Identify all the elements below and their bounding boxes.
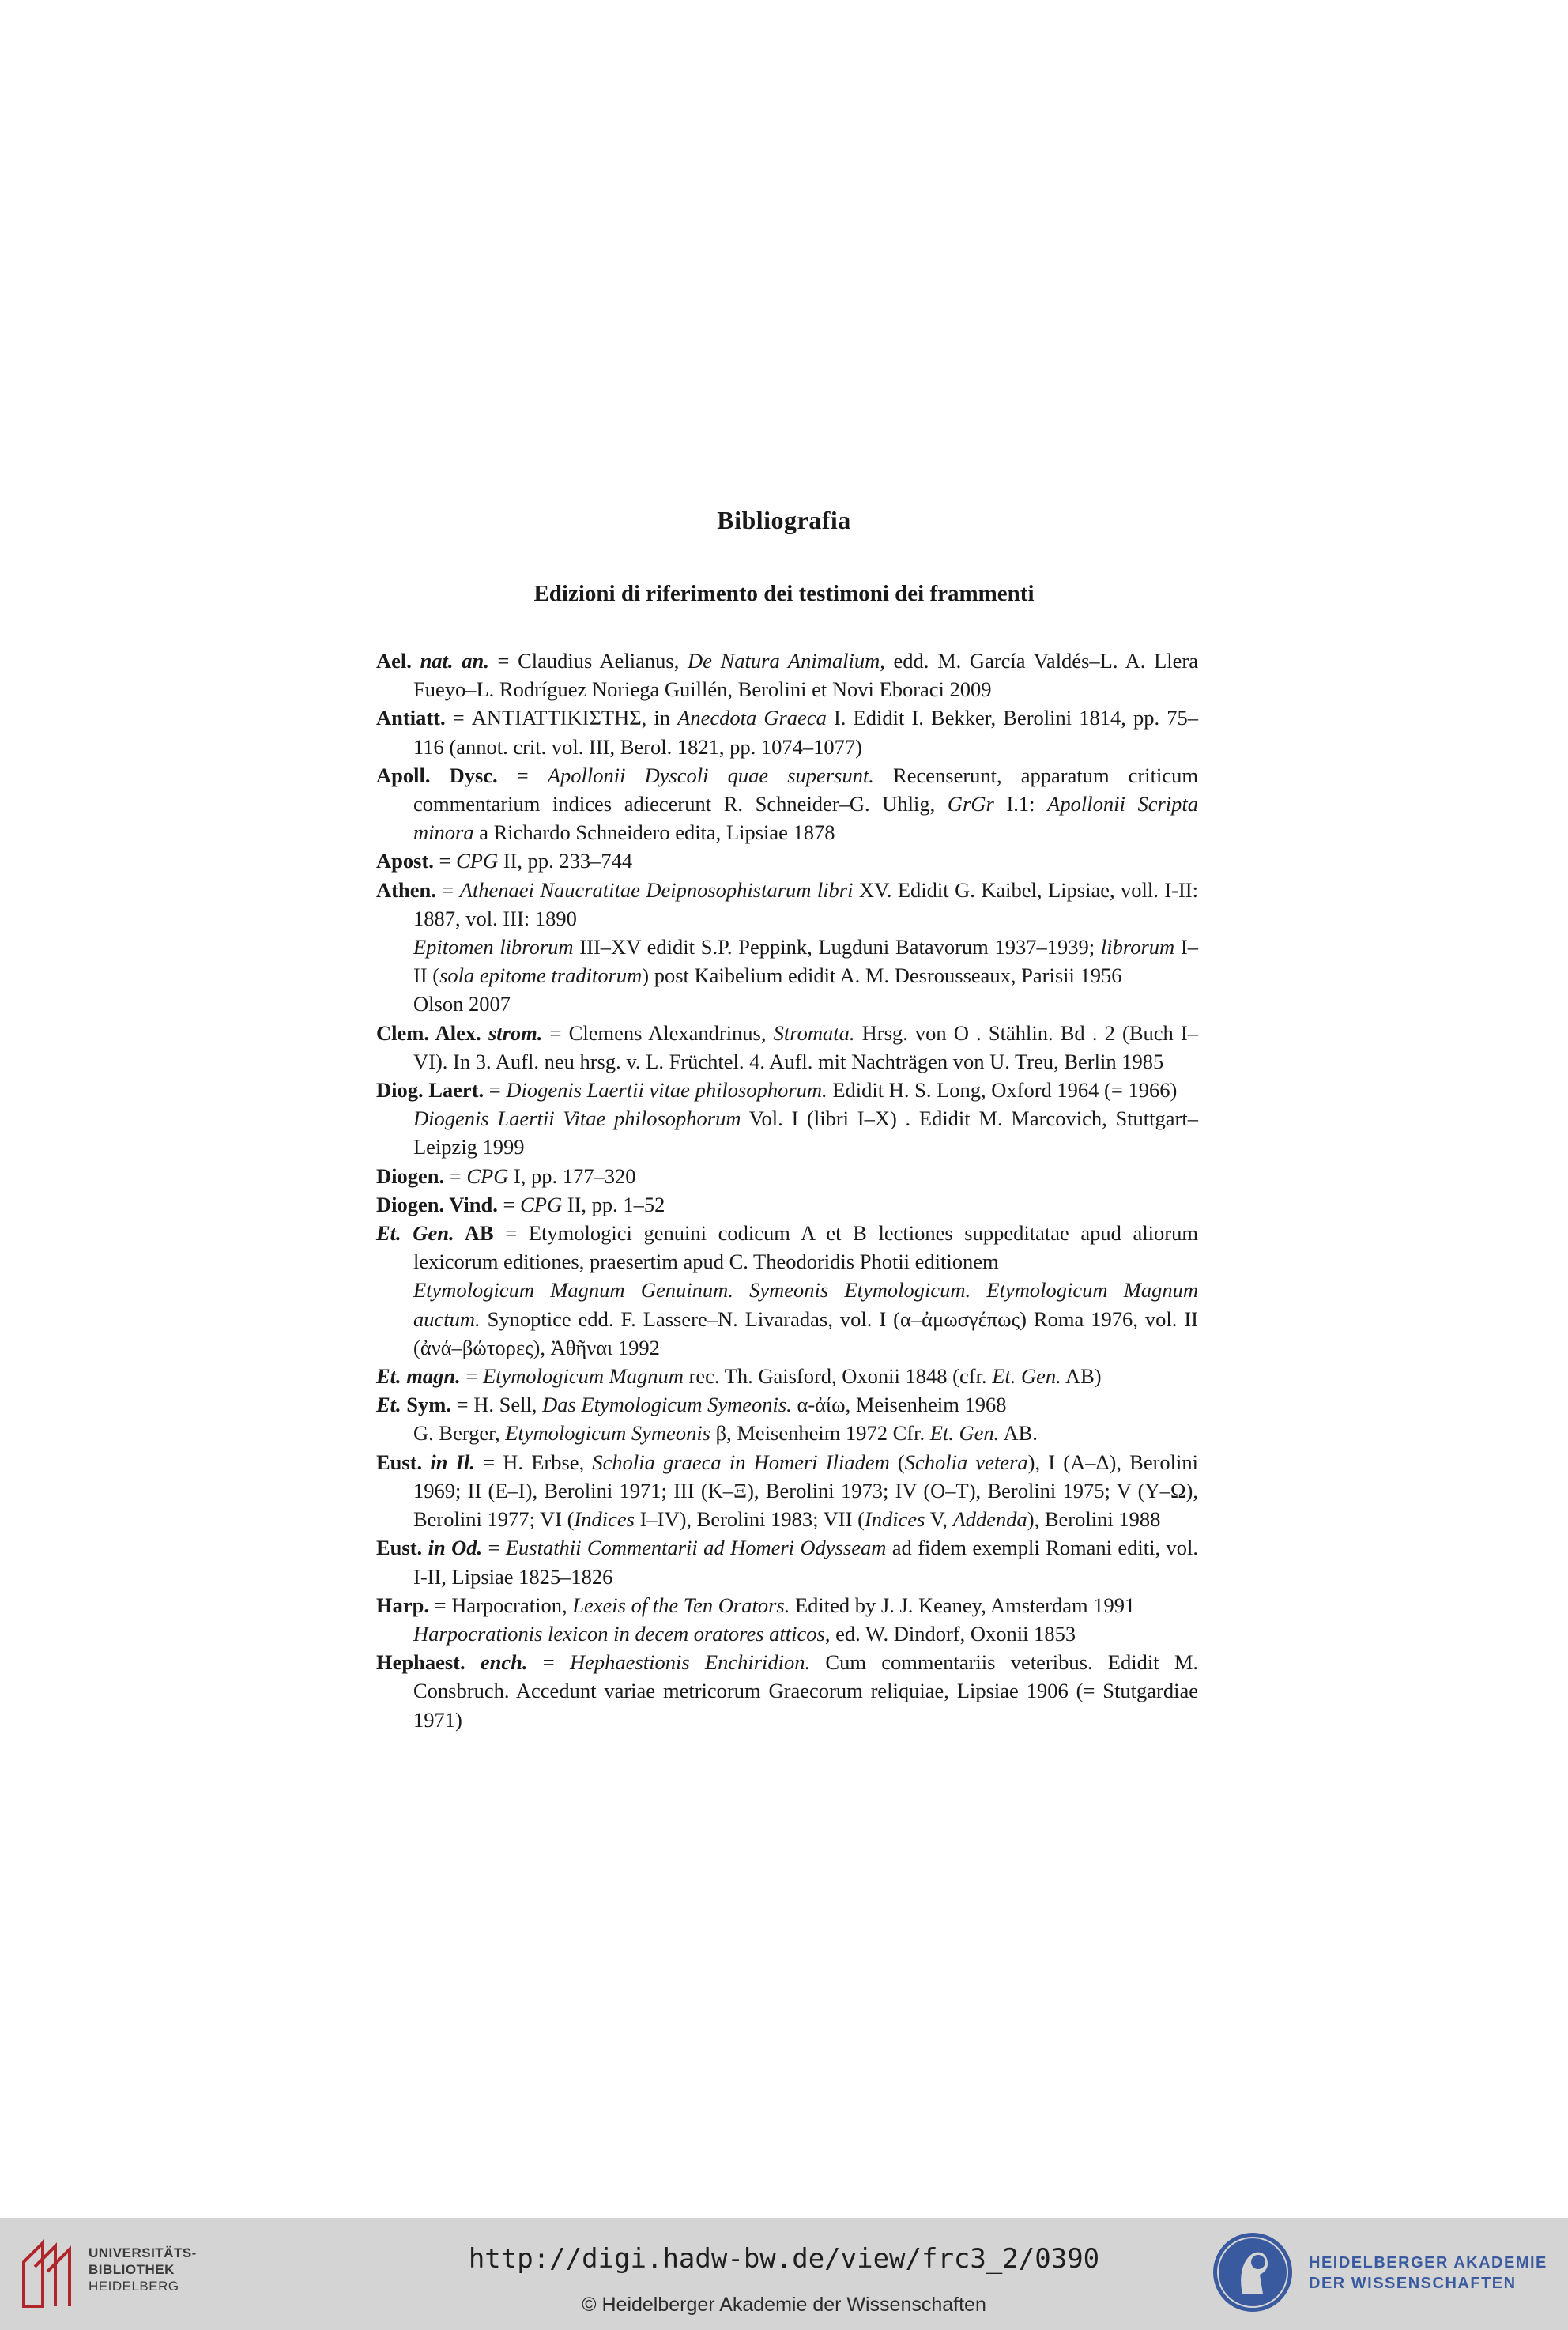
entry-text: CPG bbox=[520, 1192, 563, 1216]
entry-text: Harpocrationis lexicon in decem oratores atticos bbox=[413, 1621, 825, 1646]
bibliography-entry bbox=[376, 761, 1198, 847]
entry-text: = bbox=[433, 849, 457, 873]
entry-text: Etymologicum Symeonis bbox=[505, 1421, 710, 1446]
entry-text: Diogenis Laertii Vitae philosophorum bbox=[413, 1107, 741, 1131]
bibliography-entry bbox=[376, 1533, 1198, 1590]
entry-text: Et. Gen. bbox=[992, 1364, 1061, 1389]
academy-name-line: DER WISSENSCHAFTEN bbox=[1309, 2275, 1517, 2292]
entry-text: Edited by J. J. Keaney, Amsterdam 1991 bbox=[790, 1593, 1136, 1617]
bibliography-subentry bbox=[376, 933, 1198, 990]
entry-text: β, Meisenheim 1972 Cfr. bbox=[710, 1421, 930, 1446]
entry-text: II, pp. 1–52 bbox=[562, 1192, 665, 1216]
entry-text: Indices bbox=[864, 1507, 925, 1532]
entry-text: = Claudius Aelianus, bbox=[488, 649, 688, 673]
entry-text: Eustathii Commentarii ad Homeri Odysseam bbox=[505, 1536, 887, 1560]
entry-abbreviation: Hephaest. bbox=[376, 1650, 481, 1675]
permalink-url[interactable]: http://digi.hadw-bw.de/view/frc3_2/0390 bbox=[468, 2243, 1100, 2275]
entry-text: rec. Th. Gaisford, Oxonii 1848 (cfr. bbox=[683, 1364, 993, 1389]
entry-text: XV. Edidit G. Kaibel, Lipsiae, voll. I-II: 1887, vol. III: 1890 bbox=[413, 877, 1198, 930]
bibliography-entry bbox=[376, 1190, 1198, 1219]
entry-abbreviation: Diogen. Vind. bbox=[376, 1192, 498, 1216]
entry-text: Cum commentariis veteribus. Edidit M. Consbruch. Accedunt variae metricorum Graecorum reliquiae, Lipsiae 1906 (= Stutgardiae 1971) bbox=[413, 1650, 1199, 1732]
entry-text: Recenserunt, apparatum criticum commentarium indices adiecerunt R. Schneider–G. Uhlig, bbox=[413, 763, 1198, 816]
library-name-line: HEIDELBERG bbox=[89, 2279, 179, 2294]
entry-abbreviation: in Il. bbox=[430, 1450, 475, 1474]
entry-text: Diogenis Laertii vitae philosophorum. bbox=[506, 1078, 827, 1103]
entry-text: Das Etymologicum Symeonis. bbox=[542, 1393, 792, 1417]
entry-text: I. Edidit I. Bekker, Berolini 1814, pp. 75–116 (annot. crit. vol. III, Berol. 1821, pp. 1074–1077) bbox=[413, 706, 1198, 759]
entry-text: I, pp. 177–320 bbox=[508, 1163, 636, 1188]
entry-text: G. Berger, bbox=[413, 1421, 506, 1446]
entry-text: Apollonii Scripta minora bbox=[413, 792, 1198, 845]
entry-abbreviation: strom. bbox=[488, 1020, 543, 1045]
entry-text: CPG bbox=[466, 1163, 509, 1188]
academy-seal-logo bbox=[1211, 2230, 1295, 2314]
entry-text: I–II ( bbox=[413, 935, 1198, 988]
entry-text: sola epitome traditorum bbox=[439, 963, 643, 988]
section-title: Edizioni di riferimento dei testimoni dei frammenti bbox=[533, 581, 1035, 606]
bibliography-subentry bbox=[376, 1619, 1198, 1648]
entry-text: Edidit H. S. Long, Oxford 1964 (= 1966) bbox=[827, 1078, 1178, 1103]
entry-text: III–XV edidit S.P. Peppink, Lugduni Batavorum 1937–1939; bbox=[573, 935, 1101, 960]
entry-text: = bbox=[444, 1163, 467, 1188]
entry-text: AB. bbox=[999, 1421, 1038, 1446]
bibliography-subentry bbox=[376, 1419, 1198, 1447]
entry-text: = bbox=[482, 1536, 506, 1560]
bibliography-entry bbox=[376, 1362, 1198, 1390]
entry-text: a Richardo Schneidero edita, Lipsiae 1878 bbox=[473, 820, 835, 845]
entry-text: librorum bbox=[1100, 935, 1175, 960]
entry-text: Scholia vetera bbox=[904, 1450, 1028, 1474]
entry-abbreviation: Eust. bbox=[376, 1536, 428, 1560]
bibliography-entry bbox=[376, 1162, 1198, 1190]
entry-text: Vol. I (libri I–X) . Edidit M. Marcovich, Stuttgart–Leipzig 1999 bbox=[413, 1107, 1198, 1159]
library-name-line: UNIVERSITÄTS- bbox=[89, 2245, 197, 2260]
entry-text: V, bbox=[925, 1507, 953, 1532]
entry-abbreviation: Sym. bbox=[401, 1393, 451, 1417]
entry-text: GrGr bbox=[947, 792, 994, 816]
entry-text: = bbox=[497, 763, 548, 787]
bibliography-entry bbox=[376, 1390, 1198, 1419]
entry-text: Athenaei Naucratitae Deipnosophistarum libri bbox=[459, 877, 854, 902]
entry-abbreviation: Et. bbox=[376, 1393, 401, 1417]
entry-text: = bbox=[527, 1650, 571, 1675]
entry-text: = Clemens Alexandrinus, bbox=[542, 1020, 774, 1045]
entry-text: = Etymologici genuini codicum A et B lectiones suppeditatae apud aliorum lexicorum editiones, praesertim apud C. Theodoridis Photii editionem bbox=[413, 1221, 1198, 1274]
bibliography-entry bbox=[376, 1076, 1198, 1104]
academy-name-line: HEIDELBERGER AKADEMIE bbox=[1309, 2254, 1547, 2272]
entry-text: α-ἀίω, Meisenheim 1968 bbox=[791, 1393, 1007, 1417]
copyright-notice: © Heidelberger Akademie der Wissenschaften bbox=[582, 2294, 986, 2316]
entry-abbreviation: Clem. Alex. bbox=[376, 1020, 488, 1045]
entry-abbreviation: Harp. bbox=[376, 1593, 429, 1617]
entry-abbreviation: nat. an. bbox=[420, 649, 489, 673]
entry-text: Apollonii Dyscoli quae supersunt. bbox=[547, 763, 874, 787]
entry-text: ad fidem exempli Romani editi, vol. I-II, Lipsiae 1825–1826 bbox=[413, 1536, 1198, 1589]
entry-text: Scholia graeca in Homeri Iliadem bbox=[592, 1450, 890, 1474]
academy-name bbox=[1309, 2253, 1547, 2294]
entry-text: ), I (A–Δ), Berolini 1969; II (E–I), Berolini 1971; III (K–Ξ), Berolini 1973; IV (O–T), Berolini 1975; V (Y–Ω), Berolini 1977; VI ( bbox=[413, 1450, 1199, 1532]
bibliography-entry bbox=[376, 1019, 1198, 1076]
entry-text: Indices bbox=[574, 1507, 635, 1532]
library-name-line: BIBLIOTHEK bbox=[89, 2262, 175, 2277]
entry-text: CPG bbox=[456, 849, 499, 873]
bibliography-entry bbox=[376, 846, 1198, 875]
entry-abbreviation: Diogen. bbox=[376, 1163, 445, 1188]
entry-text: , edd. M. García Valdés–L. A. Llera Fueyo–L. Rodríguez Noriega Guillén, Berolini et Novi Eboraci 2009 bbox=[413, 649, 1198, 702]
entry-text: = bbox=[460, 1364, 483, 1389]
entry-text: De Natura Animalium bbox=[688, 649, 880, 673]
entry-text: I.1: bbox=[993, 792, 1048, 816]
entry-text: , ed. W. Dindorf, Oxonii 1853 bbox=[824, 1621, 1076, 1646]
bibliography-entry bbox=[376, 1648, 1198, 1734]
entry-text: Etymologicum Magnum bbox=[482, 1364, 684, 1389]
entry-text: Hephaestionis Enchiridion. bbox=[570, 1650, 811, 1675]
entry-text: Lexeis of the Ten Orators. bbox=[572, 1593, 790, 1617]
entry-abbreviation: in Od. bbox=[428, 1536, 483, 1560]
entry-text: = H. Erbse, bbox=[474, 1450, 593, 1474]
entry-text: Synoptice edd. F. Lassere–N. Livaradas, vol. I (α–ἀμωσγέπως) Roma 1976, vol. II (ἀνά–βώτορες), Ἀθῆναι 1992 bbox=[413, 1306, 1198, 1359]
entry-text: = Harpocration, bbox=[429, 1593, 573, 1617]
entry-text: Addenda bbox=[952, 1507, 1027, 1532]
entry-text: ( bbox=[889, 1450, 905, 1474]
entry-text: Hrsg. von O . Stählin. Bd . 2 (Buch I–VI). In 3. Aufl. neu hrsg. v. L. Früchtel. 4. Aufl. mit Nachträgen von U. Treu, Berlin 1985 bbox=[413, 1020, 1199, 1073]
bibliography-subentry bbox=[376, 1104, 1198, 1161]
entry-abbreviation: Et. magn. bbox=[376, 1364, 461, 1389]
entry-abbreviation: Ael. bbox=[376, 649, 420, 673]
entry-text: = ΑΝΤΙΑΤΤΙΚΙΣΤΗΣ, in bbox=[445, 706, 678, 730]
entry-abbreviation: Apoll. Dysc. bbox=[376, 763, 498, 787]
bibliography-entry bbox=[376, 1448, 1198, 1534]
entry-text: Stromata. bbox=[773, 1020, 855, 1045]
entry-text: I–IV), Berolini 1983; VII ( bbox=[634, 1507, 865, 1532]
entry-abbreviation: Et. Gen. bbox=[376, 1221, 454, 1246]
entry-abbreviation: Diog. Laert. bbox=[376, 1078, 484, 1103]
bibliography-subentry bbox=[376, 990, 1198, 1018]
page-title: Bibliografia bbox=[717, 506, 851, 534]
bibliography-list bbox=[376, 647, 1198, 1734]
bibliography-entry bbox=[376, 647, 1198, 703]
bibliography-subentry bbox=[376, 1276, 1198, 1362]
bibliography-entry bbox=[376, 1591, 1198, 1619]
entry-text: Epitomen librorum bbox=[413, 935, 574, 960]
entry-text: Et. Gen. bbox=[929, 1421, 1000, 1446]
entry-text: = bbox=[484, 1078, 507, 1103]
entry-abbreviation: Apost. bbox=[376, 849, 434, 873]
entry-text: = bbox=[497, 1192, 521, 1216]
entry-abbreviation: Eust. bbox=[376, 1450, 431, 1474]
entry-text: ), Berolini 1988 bbox=[1027, 1507, 1161, 1532]
entry-text: = bbox=[435, 877, 460, 902]
entry-text: Anecdota Graeca bbox=[677, 706, 827, 730]
bibliography-entry bbox=[376, 876, 1198, 933]
entry-text: Etymologicum Magnum Genuinum. Symeonis Etymologicum. Etymologicum Magnum auctum. bbox=[413, 1278, 1198, 1331]
entry-abbreviation: Antiatt. bbox=[376, 706, 446, 730]
bibliography-entry bbox=[376, 1219, 1198, 1276]
entry-abbreviation: AB bbox=[454, 1221, 494, 1246]
entry-text: II, pp. 233–744 bbox=[498, 849, 633, 873]
footer-bar bbox=[0, 2218, 1568, 2330]
entry-text: AB) bbox=[1061, 1364, 1102, 1389]
entry-text: ) post Kaibelium edidit A. M. Desrousseaux, Parisii 1956 bbox=[642, 963, 1122, 988]
entry-text: Olson 2007 bbox=[413, 992, 511, 1016]
entry-text: = H. Sell, bbox=[451, 1393, 543, 1417]
entry-abbreviation: ench. bbox=[480, 1650, 528, 1675]
entry-abbreviation: Athen. bbox=[376, 877, 436, 902]
bibliography-entry bbox=[376, 703, 1198, 760]
